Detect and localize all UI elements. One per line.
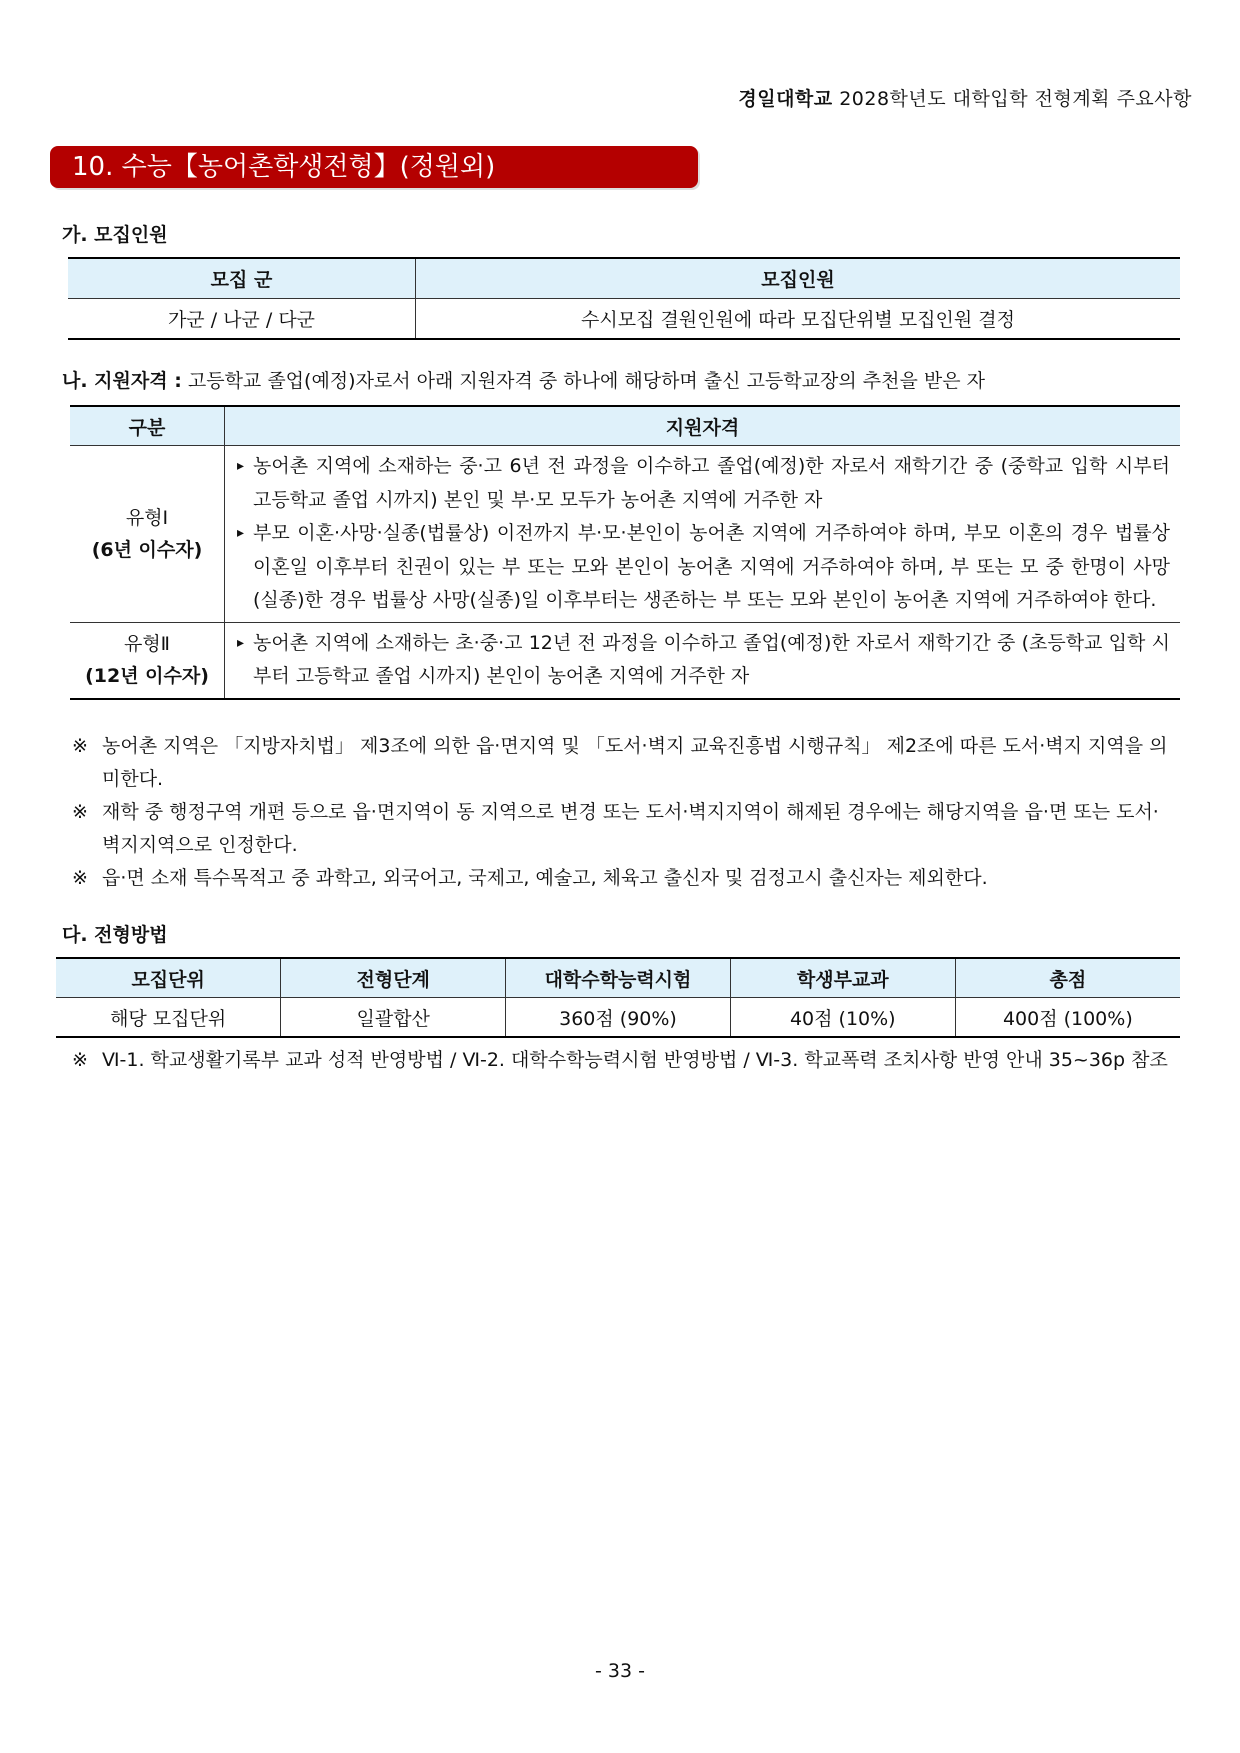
- note-item: [72, 1044, 1172, 1077]
- header-cell: 전형단계: [281, 958, 506, 998]
- qualification-table: [70, 405, 1180, 700]
- note-mark: ※: [72, 867, 88, 889]
- desc-cell: [225, 622, 1181, 699]
- type-cell: [70, 622, 225, 699]
- table-row: [68, 299, 1180, 340]
- note-mark: ※: [72, 735, 88, 757]
- table-cell: 40점 (10%): [730, 998, 955, 1038]
- type-sublabel: (6년 이수자): [91, 538, 203, 561]
- type-sublabel: (12년 이수자): [85, 665, 209, 687]
- table-row: [56, 998, 1180, 1038]
- note-item: [72, 862, 1172, 895]
- header-cell: 모집인원: [416, 258, 1181, 299]
- note-text: 읍·면 소재 특수목적고 중 과학고, 외국어고, 국제고, 예술고, 체육고 출신자 및 검정고시 출신자는 제외한다.: [102, 867, 988, 889]
- table-cell: 해당 모집단위: [56, 998, 281, 1038]
- page-number: - 33 -: [595, 1660, 645, 1682]
- note-text: Ⅵ-1. 학교생활기록부 교과 성적 반영방법 / Ⅵ-2. 대학수학능력시험 반영방법 / Ⅵ-3. 학교폭력 조치사항 반영 안내 35~36p 참조: [102, 1049, 1168, 1071]
- table-cell: 수시모집 결원인원에 따라 모집단위별 모집인원 결정: [416, 299, 1181, 340]
- table-row: [70, 622, 1180, 699]
- table-header-row: [68, 258, 1180, 299]
- header-cell: 총점: [955, 958, 1180, 998]
- recruit-title: 가. 모집인원: [62, 224, 168, 246]
- bullet-item: ▸ 농어촌 지역에 소재하는 중·고 6년 전 과정을 이수하고 졸업(예정)한 자로서 재학기간 중 (중학교 입학 시부터 고등학교 졸업 시까지) 본인 및 부·모 모두가 농어촌 지역에 거주한 자: [239, 450, 1170, 517]
- note-item: [72, 730, 1172, 796]
- table-row: [70, 446, 1180, 623]
- qualification-text: 고등학교 졸업(예정)자로서 아래 지원자격 중 하나에 해당하며 출신 고등학교장의 추천을 받은 자: [187, 370, 985, 392]
- header-cell: 학생부교과: [730, 958, 955, 998]
- type-label: 유형Ⅱ: [123, 633, 171, 655]
- table-cell: 400점 (100%): [955, 998, 1180, 1038]
- desc-cell: [225, 446, 1181, 623]
- note-text: 재학 중 행정구역 개편 등으로 읍·면지역이 동 지역으로 변경 또는 도서·벽지지역이 해제된 경우에는 해당지역을 읍·면 또는 도서·벽지지역으로 인정한다.: [102, 801, 1159, 856]
- note-text: 농어촌 지역은 「지방자치법」 제3조에 의한 읍·면지역 및 「도서·벽지 교육진흥법 시행규칙」 제2조에 따른 도서·벽지 지역을 의미한다.: [102, 735, 1168, 790]
- table-cell: 360점 (90%): [506, 998, 731, 1038]
- header-cell: 구분: [70, 406, 225, 446]
- page-header: [738, 84, 1192, 111]
- header-cell: 모집단위: [56, 958, 281, 998]
- selection-title: 다. 전형방법: [62, 924, 168, 946]
- note-mark: ※: [72, 801, 88, 823]
- table-header-row: [70, 406, 1180, 446]
- qualification-line: [62, 366, 985, 393]
- type-label: 유형Ⅰ: [125, 506, 169, 529]
- selection-notes: [72, 1044, 1172, 1077]
- bullet-item: ▸ 농어촌 지역에 소재하는 초·중·고 12년 전 과정을 이수하고 졸업(예정)한 자로서 재학기간 중 (초등학교 입학 시부터 고등학교 졸업 시까지) 본인이 농어촌 지역에 거주한 자: [239, 627, 1170, 694]
- type-cell: [70, 446, 225, 623]
- section-title-banner: 10. 수능【농어촌학생전형】(정원외): [50, 146, 698, 188]
- note-item: [72, 796, 1172, 862]
- header-cell: 모집 군: [68, 258, 416, 299]
- recruit-table: [68, 257, 1180, 340]
- header-cell: 대학수학능력시험: [506, 958, 731, 998]
- header-cell: 지원자격: [225, 406, 1181, 446]
- qualification-label: 나. 지원자격 :: [62, 370, 182, 392]
- note-mark: ※: [72, 1049, 88, 1071]
- header-subtitle: 2028학년도 대학입학 전형계획 주요사항: [839, 88, 1192, 110]
- bullet-item: ▸ 부모 이혼·사망·실종(법률상) 이전까지 부·모·본인이 농어촌 지역에 거주하여야 하며, 부모 이혼의 경우 법률상 이혼일 이후부터 친권이 있는 부 또는 모와 본인이 농어촌 지역에 거주하여야 하며, 부 또는 모 중 한명이 사망(실종)한 경우 법률상 사망(실종)일 이후부터는 생존하는 부 또는 모와 본인이 농어촌 지역에 거주하여야 한다.: [239, 517, 1170, 618]
- table-cell: 가군 / 나군 / 다군: [68, 299, 416, 340]
- qualification-notes: [72, 730, 1172, 895]
- university-name: 경일대학교: [738, 88, 833, 110]
- table-header-row: [56, 958, 1180, 998]
- selection-table: [56, 957, 1180, 1038]
- table-cell: 일괄합산: [281, 998, 506, 1038]
